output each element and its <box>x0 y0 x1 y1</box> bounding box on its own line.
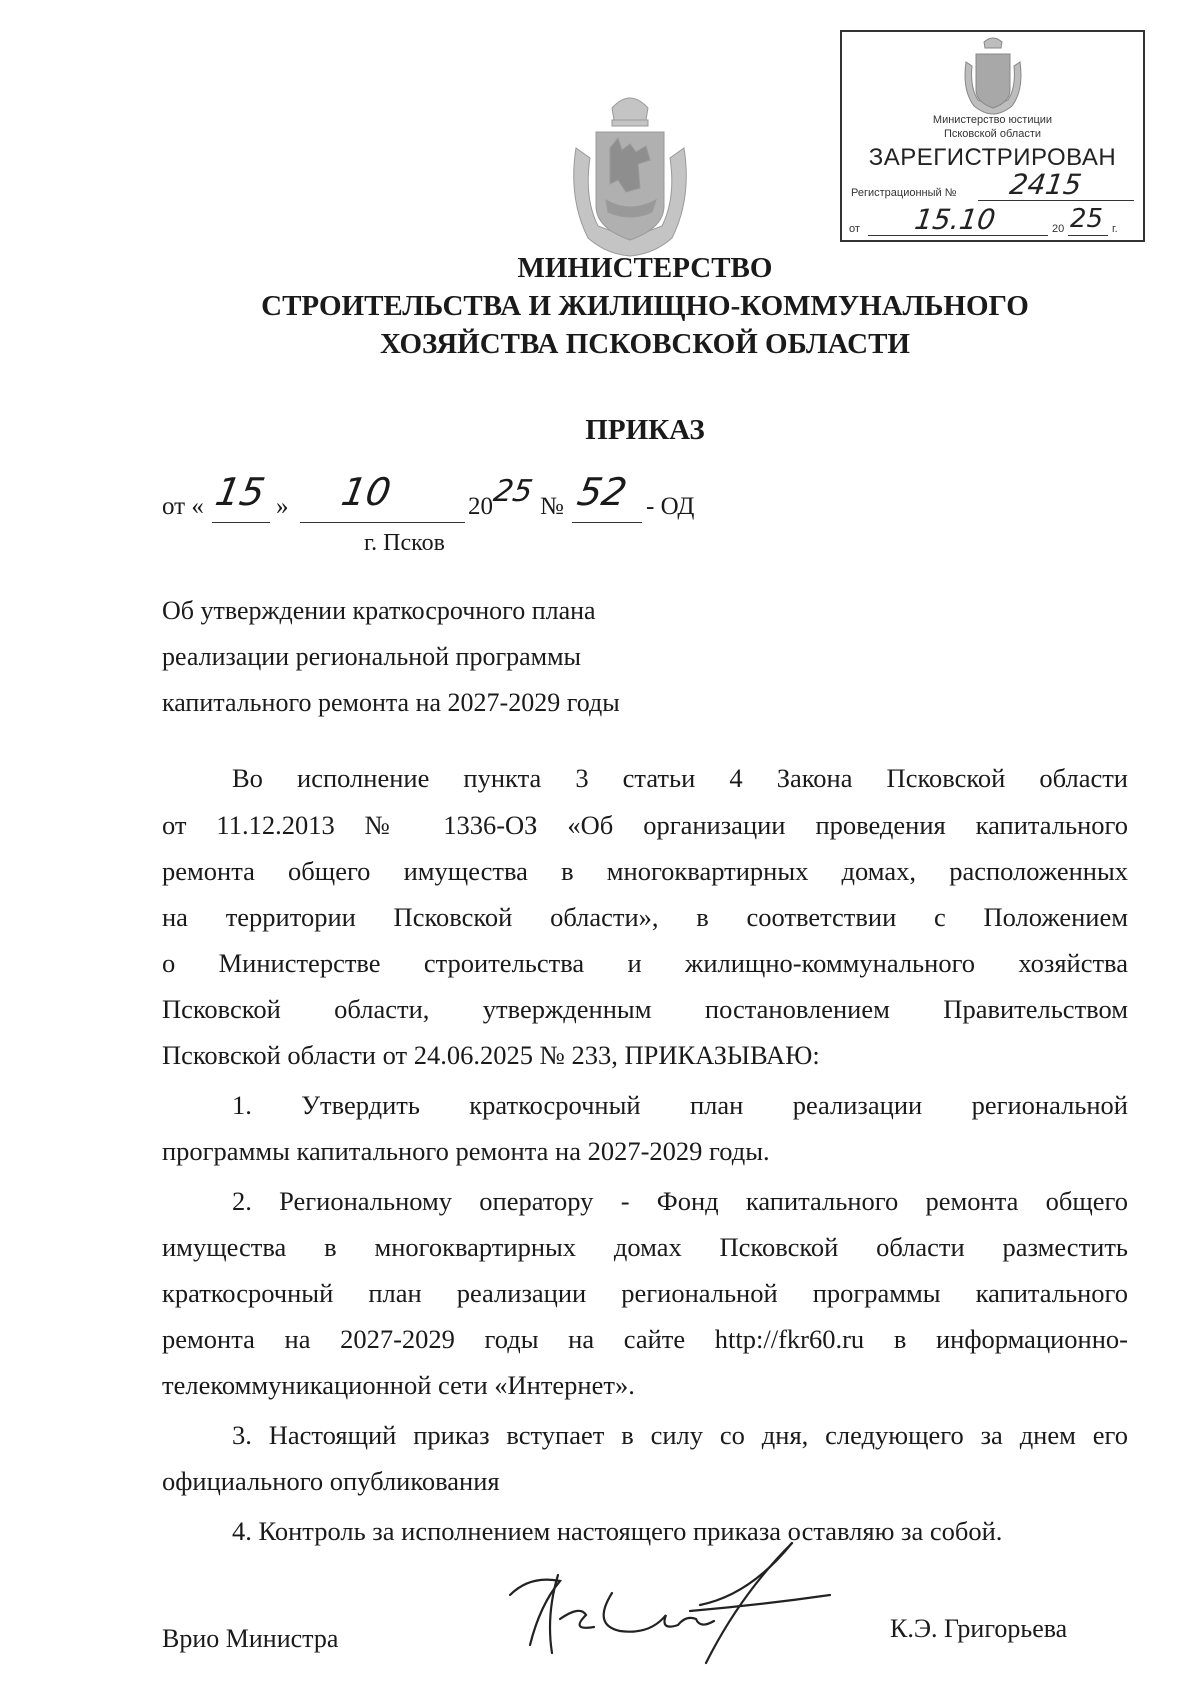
stamp-year-suffix: 25 <box>1070 204 1104 234</box>
date-month: 10 <box>338 470 395 514</box>
body-line: программы капитального ремонта на 2027-2029 годы. <box>162 1136 770 1166</box>
body-line: краткосрочный план реализации региональной программы капитального <box>162 1278 1128 1308</box>
body-line: Во исполнение пункта 3 статьи 4 Закона Псковской области <box>232 763 1128 793</box>
body-line: официального опубликования <box>162 1466 500 1496</box>
stamp-year-prefix: 20 <box>1052 223 1065 235</box>
handwritten-signature <box>500 1535 840 1665</box>
body-line: 1. Утвердить краткосрочный план реализации региональной <box>232 1090 1128 1120</box>
document-type: ПРИКАЗ <box>585 414 705 446</box>
stamp-reg-number: 2415 <box>1007 168 1084 201</box>
number-underline <box>572 522 642 523</box>
body-line: о Министерстве строительства и жилищно-коммунального хозяйства <box>162 948 1128 978</box>
body-line: 2. Региональному оператору - Фонд капитального ремонта общего <box>232 1186 1128 1216</box>
date-year-prefix: 20 <box>468 493 493 520</box>
stamp-org-line2: Псковской области <box>943 128 1042 140</box>
body-line: 3. Настоящий приказ вступает в силу со дня, следующего за днем его <box>232 1420 1128 1450</box>
stamp-from-label: от <box>849 223 860 235</box>
city: г. Псков <box>364 530 445 556</box>
date-day: 15 <box>212 470 269 514</box>
subject-line: реализации региональной программы <box>162 642 582 671</box>
subject-line: капитального ремонта на 2027-2029 годы <box>162 688 620 717</box>
body-line: на территории Псковской области», в соответствии с Положением <box>162 902 1128 932</box>
body-line: телекоммуникационной сети «Интернет». <box>162 1370 635 1400</box>
body-line: Псковской области, утвержденным постановлением Правительством <box>162 994 1128 1024</box>
body-line: ремонта общего имущества в многоквартирных домах, расположенных <box>162 856 1128 886</box>
stamp-year-end: г. <box>1112 223 1118 235</box>
ministry-title-line3: ХОЗЯЙСТВА ПСКОВСКОЙ ОБЛАСТИ <box>379 328 910 360</box>
stamp-status: ЗАРЕГИСТРИРОВАН <box>868 144 1117 171</box>
day-underline <box>212 522 270 523</box>
month-underline <box>300 522 465 523</box>
stamp-year-underline <box>1068 235 1108 236</box>
signatory-name: К.Э. Григорьева <box>890 1614 1068 1643</box>
date-from-label: от « <box>162 493 204 520</box>
signatory-role: Врио Министра <box>162 1624 339 1653</box>
coat-of-arms-emblem <box>566 88 694 258</box>
stamp-reg-label: Регистрационный № <box>851 187 957 199</box>
body-line: от 11.12.2013 № 1336-ОЗ «Об организации проведения капитального <box>162 810 1128 840</box>
stamp-emblem <box>960 34 1026 116</box>
date-quote-close: » <box>276 493 289 520</box>
subject-line: Об утверждении краткосрочного плана <box>162 596 596 625</box>
stamp-date: 15.10 <box>912 203 998 236</box>
body-line: Псковской области от 24.06.2025 № 233, ПРИКАЗЫВАЮ: <box>162 1040 820 1070</box>
body-line: имущества в многоквартирных домах Псковской области разместить <box>162 1232 1128 1262</box>
body-line: 4. Контроль за исполнением настоящего приказа оставляю за собой. <box>232 1516 1003 1546</box>
date-year-suffix: 25 <box>490 474 536 509</box>
stamp-org-line1: Министерство юстиции <box>932 114 1053 126</box>
ministry-title-line2: СТРОИТЕЛЬСТВА И ЖИЛИЩНО-КОММУНАЛЬНОГО <box>261 290 1029 322</box>
ministry-title-line1: МИНИСТЕРСТВО <box>517 252 773 284</box>
number-label: № <box>540 493 564 520</box>
body-line: ремонта на 2027-2029 годы на сайте http://fkr60.ru в информационно- <box>162 1324 1128 1354</box>
document-number: 52 <box>574 470 631 514</box>
number-suffix: - ОД <box>646 493 695 520</box>
